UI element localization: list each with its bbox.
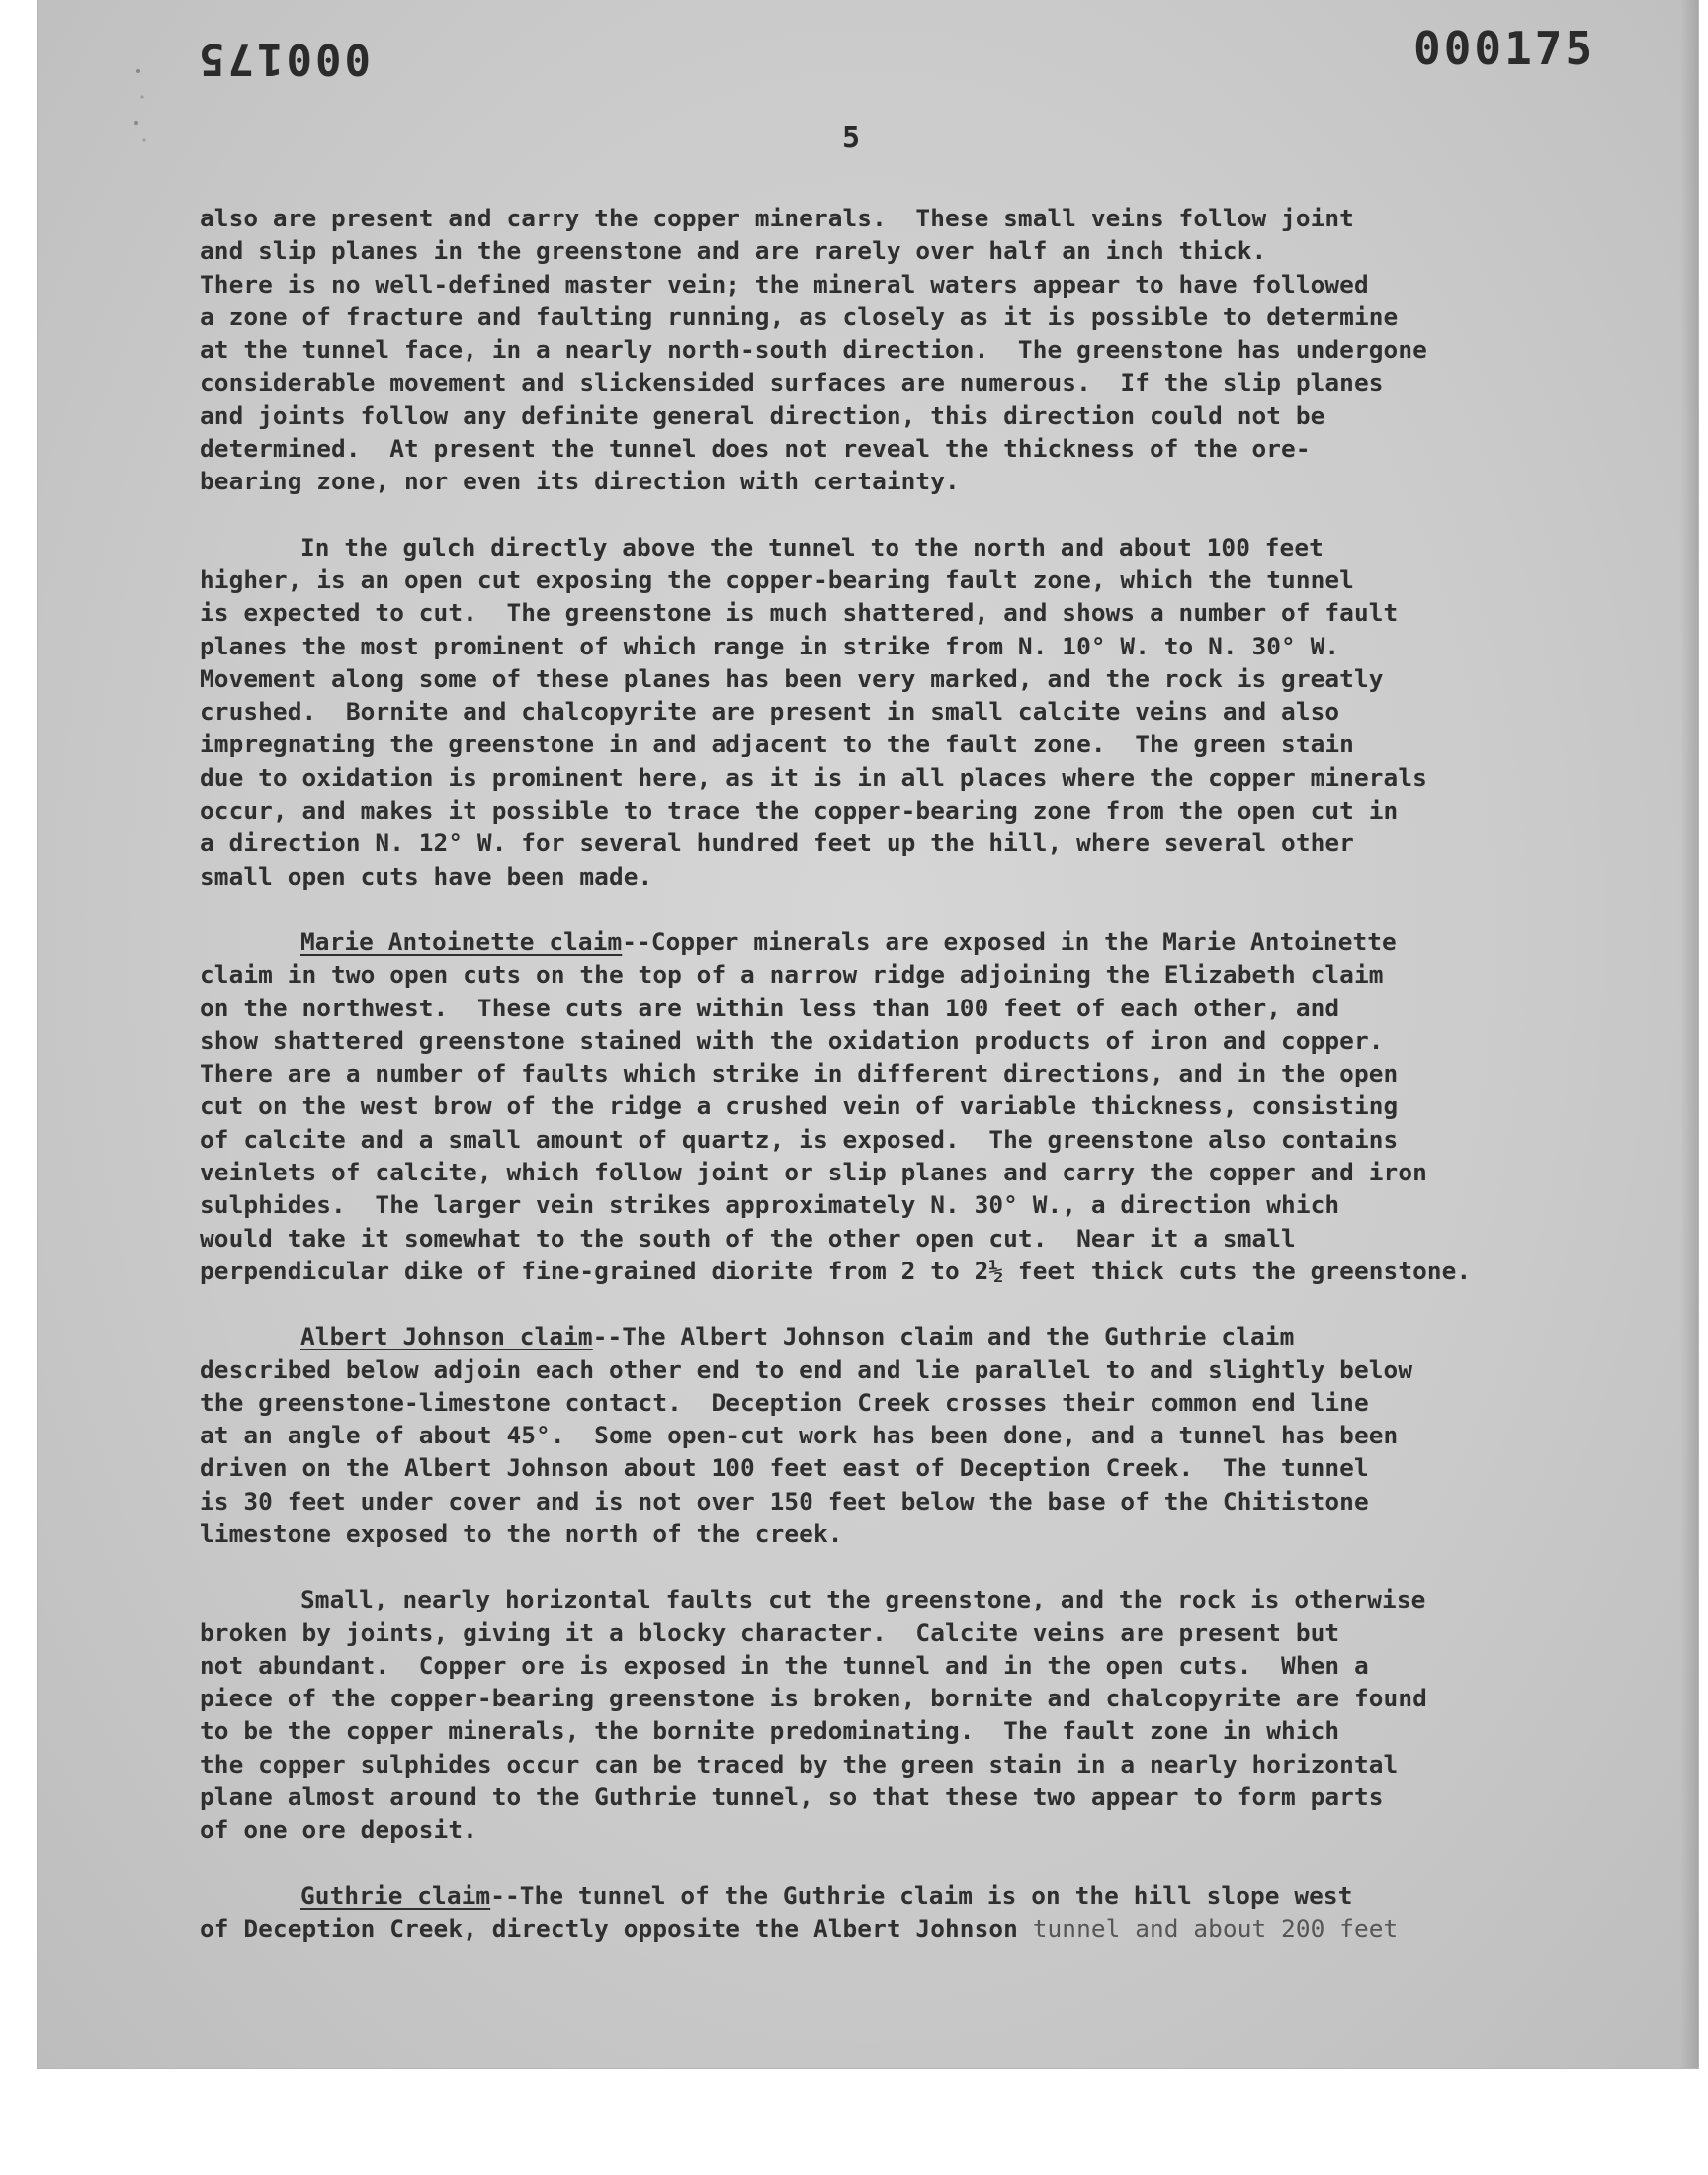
- text-line: piece of the copper-bearing greenstone is broken, bornite and chalcopyrite are found: [200, 1684, 1427, 1713]
- text-line: sulphides. The larger vein strikes approximately N. 30° W., a direction which: [200, 1190, 1340, 1220]
- text-line: described below adjoin each other end to end and lie parallel to and slightly below: [200, 1354, 1413, 1384]
- text-line: perpendicular dike of fine-grained diorite from 2 to 2½ feet thick cuts the greenstone.: [200, 1256, 1472, 1285]
- text-line: would take it somewhat to the south of the other open cut. Near it a small: [200, 1223, 1296, 1253]
- text-line: at an angle of about 45°. Some open-cut work has been done, and a tunnel has been: [200, 1421, 1399, 1450]
- text-line: There are a number of faults which strike in different directions, and in the open: [200, 1059, 1399, 1088]
- text-line: is 30 feet under cover and is not over 150 feet below the base of the Chitistone: [200, 1486, 1369, 1516]
- text-line: higher, is an open cut exposing the copper-bearing fault zone, which the tunnel: [200, 565, 1354, 594]
- text-line: [200, 1879, 1663, 1912]
- text-line: bearing zone, nor even its direction with certainty.: [200, 467, 960, 496]
- text-run-faint: tunnel and about 200 feet: [1017, 1913, 1399, 1943]
- text-line: the greenstone-limestone contact. Deception Creek crosses their common end line: [200, 1387, 1369, 1417]
- text-line: to be the copper minerals, the bornite predominating. The fault zone in which: [200, 1716, 1340, 1746]
- text-line: Movement along some of these planes has been very marked, and the rock is greatly: [200, 663, 1384, 693]
- text-line: driven on the Albert Johnson about 100 feet east of Deception Creek. The tunnel: [200, 1453, 1369, 1483]
- text-line: not abundant. Copper ore is exposed in the tunnel and in the open cuts. When a: [200, 1650, 1369, 1680]
- text-line: the copper sulphides occur can be traced by the green stain in a nearly horizontal: [200, 1749, 1399, 1779]
- text-run: of Deception Creek, directly opposite the Albert Johnson: [200, 1913, 1018, 1943]
- text-run: --The tunnel of the Guthrie claim is on the hill slope west: [490, 1880, 1353, 1910]
- text-line: of one ore deposit.: [200, 1815, 477, 1845]
- text-line: [200, 1320, 1663, 1352]
- section-heading: Albert Johnson claim: [300, 1322, 593, 1351]
- text-line: determined. At present the tunnel does not reveal the thickness of the ore-: [200, 434, 1311, 464]
- text-line: and slip planes in the greenstone and are rarely over half an inch thick.: [200, 236, 1267, 266]
- text-line: due to oxidation is prominent here, as it is in all places where the copper minerals: [200, 762, 1427, 792]
- text-run: --The Albert Johnson claim and the Guthrie claim: [592, 1322, 1295, 1351]
- text-line: crushed. Bornite and chalcopyrite are present in small calcite veins and also: [200, 697, 1340, 727]
- section-heading: Marie Antoinette claim: [300, 926, 623, 956]
- text-line: occur, and makes it possible to trace the copper-bearing zone from the open cut in: [200, 796, 1399, 826]
- text-line: considerable movement and slickensided surfaces are numerous. If the slip planes: [200, 368, 1384, 397]
- paragraph-continuation: [200, 202, 1663, 498]
- paragraph-gulch-open-cut: [200, 531, 1663, 893]
- text-line: broken by joints, giving it a blocky character. Calcite veins are present but: [200, 1617, 1340, 1647]
- text-line: In the gulch directly above the tunnel to the north and about 100 feet: [300, 532, 1324, 562]
- text-line: [200, 925, 1663, 958]
- text-line: planes the most prominent of which range in strike from N. 10° W. to N. 30° W.: [200, 631, 1340, 660]
- text-line: and joints follow any definite general direction, this direction could not be: [200, 400, 1325, 430]
- text-line: plane almost around to the Guthrie tunnel, so that these two appear to form parts: [200, 1783, 1384, 1812]
- section-guthrie-claim: [200, 1879, 1663, 1946]
- scan-artifact-marks: [132, 67, 156, 150]
- text-line: a zone of fracture and faulting running, as closely as it is possible to determine: [200, 302, 1399, 331]
- bates-stamp: 000175: [1413, 22, 1596, 75]
- section-marie-antoinette-claim: [200, 925, 1663, 1287]
- section-heading: Guthrie claim: [300, 1880, 491, 1910]
- text-line: [200, 1912, 1663, 1945]
- text-line: veinlets of calcite, which follow joint or slip planes and carry the copper and iron: [200, 1158, 1427, 1187]
- page-number: 5: [842, 121, 861, 155]
- text-line: There is no well-defined master vein; the mineral waters appear to have followed: [200, 269, 1369, 299]
- text-line: a direction N. 12° W. for several hundred feet up the hill, where several other: [200, 828, 1354, 858]
- text-run: --Copper minerals are exposed in the Marie Antoinette: [622, 926, 1397, 956]
- text-line: cut on the west brow of the ridge a crushed vein of variable thickness, consisting: [200, 1091, 1399, 1121]
- text-line: show shattered greenstone stained with the oxidation products of iron and copper.: [200, 1025, 1384, 1055]
- text-line: on the northwest. These cuts are within less than 100 feet of each other, and: [200, 993, 1340, 1022]
- scanned-page: [38, 0, 1698, 2068]
- paragraph-faults-and-ore: [200, 1583, 1663, 1846]
- text-line: impregnating the greenstone in and adjacent to the fault zone. The green stain: [200, 730, 1354, 759]
- text-line: is expected to cut. The greenstone is much shattered, and shows a number of fault: [200, 598, 1399, 628]
- text-line: also are present and carry the copper minerals. These small veins follow joint: [200, 204, 1354, 232]
- text-line: claim in two open cuts on the top of a narrow ridge adjoining the Elizabeth claim: [200, 960, 1384, 990]
- text-line: limestone exposed to the north of the creek.: [200, 1519, 843, 1548]
- document-body: [200, 202, 1663, 1977]
- text-line: Small, nearly horizontal faults cut the greenstone, and the rock is otherwise: [300, 1585, 1426, 1614]
- text-line: at the tunnel face, in a nearly north-south direction. The greenstone has undergone: [200, 335, 1427, 365]
- section-albert-johnson-claim: [200, 1320, 1663, 1550]
- bates-stamp-inverted: 000175: [196, 34, 371, 84]
- text-line: small open cuts have been made.: [200, 861, 653, 891]
- text-line: of calcite and a small amount of quartz, is exposed. The greenstone also contains: [200, 1124, 1399, 1154]
